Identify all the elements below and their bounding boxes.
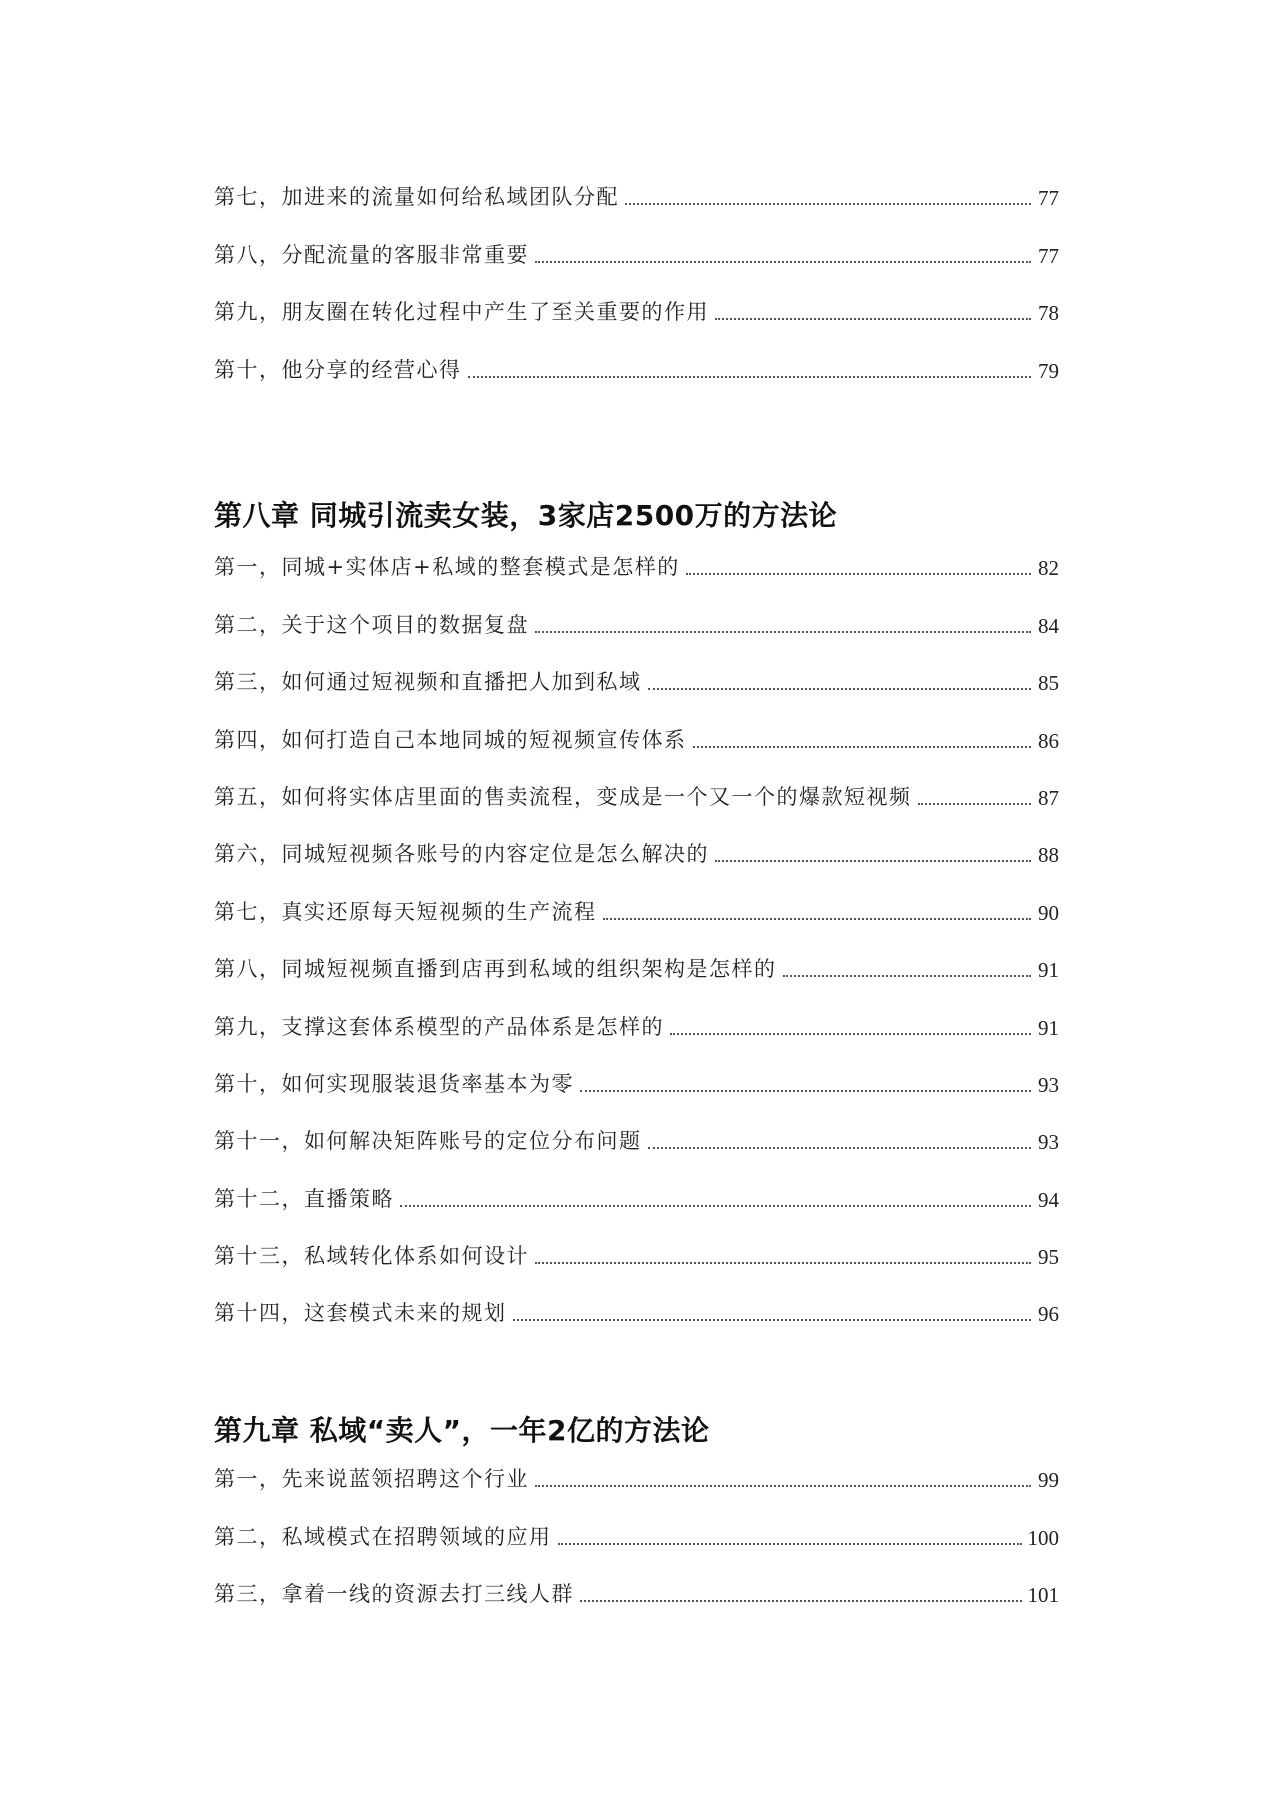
toc-entry-label: 第七，加进来的流量如何给私域团队分配 [214,185,619,210]
dot-leader [686,573,1031,575]
chapter-9-title[interactable]: 第九章 私域“卖人”，一年2亿的方法论 [214,1414,710,1447]
dot-leader [513,1319,1032,1321]
toc-entry-page: 94 [1038,1187,1059,1212]
toc-entry[interactable] [214,989,1059,1046]
toc-entry[interactable] [214,275,1059,332]
toc-continued-list [214,160,1059,390]
dot-leader [648,688,1032,690]
dot-leader [535,1262,1031,1264]
toc-entry-page: 78 [1038,301,1059,326]
toc-entry-page: 77 [1038,243,1059,268]
dot-leader [625,203,1031,205]
toc-entry-page: 101 [1027,1583,1059,1608]
toc-entry-page: 84 [1038,613,1059,638]
toc-entry-label: 第十一，如何解决矩阵账号的定位分布问题 [214,1129,642,1154]
toc-entry[interactable] [214,587,1059,644]
toc-entry-page: 100 [1027,1525,1059,1550]
toc-entry[interactable] [214,760,1059,817]
toc-entry-page: 82 [1038,556,1059,581]
dot-leader [580,1090,1031,1092]
toc-entry-page: 95 [1038,1245,1059,1270]
toc-entry-page: 90 [1038,900,1059,925]
toc-entry[interactable] [214,530,1059,587]
toc-entry[interactable] [214,817,1059,874]
dot-leader [670,1033,1031,1035]
toc-entry-page: 79 [1038,358,1059,383]
toc-entry-label: 第四，如何打造自己本地同城的短视频宣传体系 [214,727,687,752]
toc-entry-page: 91 [1038,958,1059,983]
toc-entry-label: 第二，私域模式在招聘领域的应用 [214,1524,552,1549]
toc-entry-page: 91 [1038,1015,1059,1040]
toc-entry-page: 87 [1038,785,1059,810]
dot-leader [603,918,1032,920]
toc-entry-label: 第二，关于这个项目的数据复盘 [214,612,529,637]
toc-entry-label: 第三，如何通过短视频和直播把人加到私域 [214,670,642,695]
dot-leader [693,746,1032,748]
dot-leader [918,803,1032,805]
toc-entry-page: 88 [1038,843,1059,868]
toc-entry-label: 第十三，私域转化体系如何设计 [214,1244,529,1269]
toc-entry-label: 第十，他分享的经营心得 [214,357,462,382]
dot-leader [715,860,1031,862]
toc-entry-label: 第一，先来说蓝领招聘这个行业 [214,1467,529,1492]
toc-entry[interactable] [214,1499,1059,1556]
toc-entry[interactable] [214,645,1059,702]
toc-entry-label: 第五，如何将实体店里面的售卖流程，变成是一个又一个的爆款短视频 [214,784,912,809]
toc-entry[interactable] [214,1047,1059,1104]
toc-entry-label: 第十二，直播策略 [214,1186,394,1211]
toc-entry-label: 第九，朋友圈在转化过程中产生了至关重要的作用 [214,300,709,325]
toc-entry[interactable] [214,1219,1059,1276]
toc-entry[interactable] [214,702,1059,759]
dot-leader [468,376,1032,378]
toc-entry-label: 第七，真实还原每天短视频的生产流程 [214,899,597,924]
dot-leader [580,1600,1022,1602]
toc-entry[interactable] [214,1557,1059,1614]
toc-entry[interactable] [214,217,1059,274]
toc-entry-label: 第三，拿着一线的资源去打三线人群 [214,1582,574,1607]
toc-entry-page: 96 [1038,1302,1059,1327]
toc-entry-label: 第一，同城+实体店+私域的整套模式是怎样的 [214,555,680,580]
toc-entry[interactable] [214,874,1059,931]
toc-entry[interactable] [214,932,1059,989]
toc-entry[interactable] [214,1276,1059,1333]
toc-entry[interactable] [214,332,1059,389]
toc-entry[interactable] [214,1161,1059,1218]
dot-leader [558,1543,1022,1545]
toc-entry[interactable] [214,160,1059,217]
toc-entry-label: 第十，如何实现服装退货率基本为零 [214,1071,574,1096]
dot-leader [535,631,1031,633]
dot-leader [400,1205,1031,1207]
toc-entry-page: 85 [1038,671,1059,696]
toc-entry-label: 第十四，这套模式未来的规划 [214,1301,507,1326]
toc-entry-page: 99 [1038,1468,1059,1493]
toc-entry-label: 第六，同城短视频各账号的内容定位是怎么解决的 [214,842,709,867]
toc-entry-page: 77 [1038,186,1059,211]
toc-entry-label: 第八，分配流量的客服非常重要 [214,242,529,267]
toc-entry[interactable] [214,1104,1059,1161]
toc-entry-page: 93 [1038,1130,1059,1155]
toc-entry-page: 86 [1038,728,1059,753]
toc-entry[interactable] [214,1442,1059,1499]
toc-entry-page: 93 [1038,1072,1059,1097]
toc-entry-label: 第八，同城短视频直播到店再到私域的组织架构是怎样的 [214,957,777,982]
dot-leader [535,1485,1031,1487]
chapter-8-entries [214,530,1059,1333]
dot-leader [783,975,1032,977]
toc-entry-label: 第九，支撑这套体系模型的产品体系是怎样的 [214,1014,664,1039]
chapter-9-entries [214,1442,1059,1614]
chapter-8-title[interactable]: 第八章 同城引流卖女装，3家店2500万的方法论 [214,499,838,532]
dot-leader [715,318,1031,320]
dot-leader [535,261,1031,263]
dot-leader [648,1147,1032,1149]
